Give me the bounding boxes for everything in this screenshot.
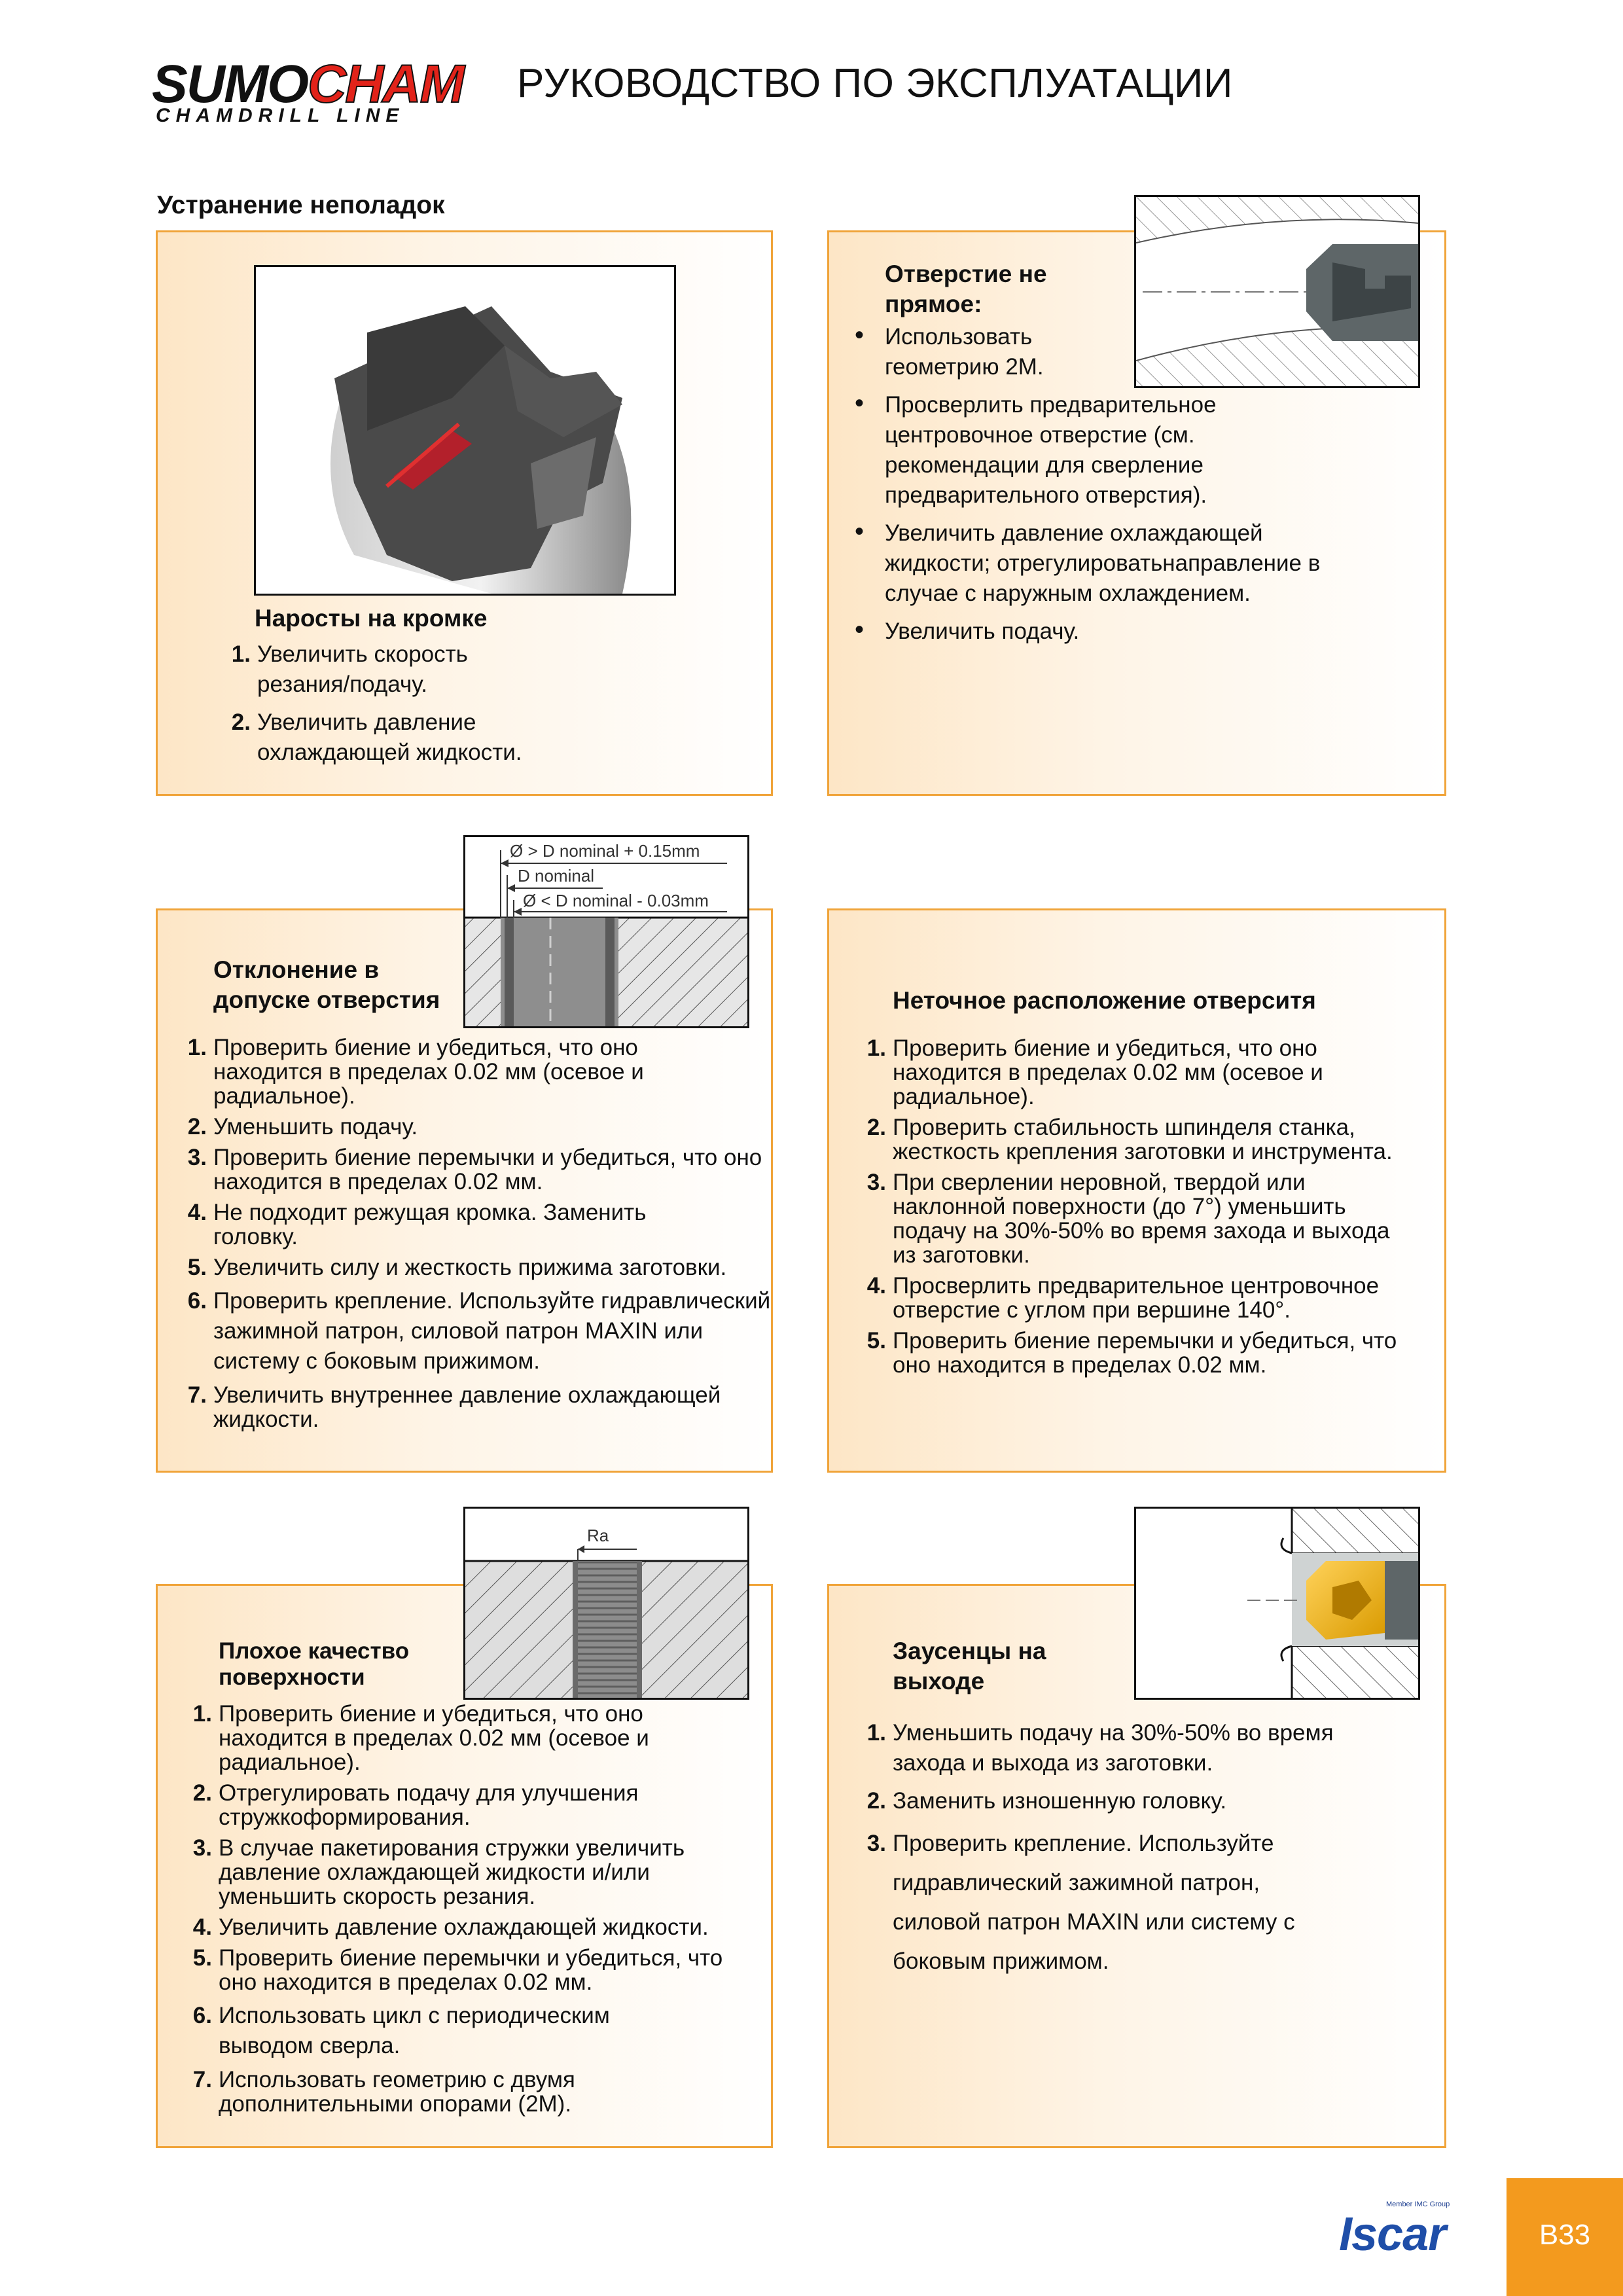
section-title: Устранение неполадок xyxy=(157,191,445,219)
list-item: 1. Проверить биение и убедиться, что оно находится в пределах 0.02 мм (осевое и радиальное). xyxy=(866,1035,1323,1109)
item-list xyxy=(860,1036,1436,1384)
box-title: Неточное расположение отверситя xyxy=(893,987,1316,1014)
tolerance-label-lower: Ø < D nominal - 0.03mm xyxy=(523,891,709,910)
list-item: 2. Заменить изношенную головку. xyxy=(866,1788,1227,1814)
item-list xyxy=(224,639,565,776)
box-title: Отклонение в допуске отверстия xyxy=(213,956,440,1013)
logo-subtitle: CHAMDRILL LINE xyxy=(156,105,405,126)
list-item: 3. В случае пакетирования стружки увеличить давление охлаждающей жидкости и/или уменьшить скорость резания. xyxy=(192,1835,685,1909)
list-item: 6. Использовать цикл с периодическим выводом сверла. xyxy=(192,2003,610,2058)
list-item: 2. Отрегулировать подачу для улучшения стружкоформирования. xyxy=(192,1780,639,1830)
list-item: 3. Проверить биение перемычки и убедиться, что оно находится в пределах 0.02 мм. xyxy=(187,1145,762,1194)
list-item: • Увеличить подачу. xyxy=(855,615,1080,644)
surface-roughness-diagram xyxy=(463,1507,749,1700)
list-item: 4. Просверлить предварительное центровочное отверстие с углом при вершине 140°. xyxy=(866,1273,1380,1323)
list-item: 3. Проверить крепление. Используйте гидравлический зажимной патрон, силовой патрон MAXIN или систему с боковым прижимом. xyxy=(866,1831,1295,1974)
surface-roughness-icon xyxy=(465,1509,747,1698)
list-item: 1. Проверить биение и убедиться, что оно находится в пределах 0.02 мм (осевое и радиальное). xyxy=(187,1035,644,1109)
brand-name: Iscar xyxy=(1339,2208,1446,2261)
list-item: 5. Проверить биение перемычки и убедиться, что оно находится в пределах 0.02 мм. xyxy=(192,1945,723,1995)
brand-tagline: Member IMC Group xyxy=(1386,2200,1450,2208)
document-title: РУКОВОДСТВО ПО ЭКСПЛУАТАЦИИ xyxy=(517,61,1233,106)
page-number-tab xyxy=(1507,2178,1623,2296)
list-item: 6. Проверить крепление. Используйте гидравлический зажимной патрон, силовой патрон MAXIN или систему с боковым прижимом. xyxy=(187,1288,771,1374)
list-item: 2. Уменьшить подачу. xyxy=(187,1114,418,1139)
list-item: • Увеличить давление охлаждающей жидкости; отрегулироватьнаправление в случае с наружным охлаждением. xyxy=(855,517,1321,606)
list-item: 1. Увеличить скорость резания/подачу. xyxy=(231,641,468,697)
item-list xyxy=(186,1702,762,2123)
iscar-logo xyxy=(1334,2199,1471,2265)
box-title: Отверстие не прямое: xyxy=(885,260,1047,317)
list-item: 4. Не подходит режущая кромка. Заменить головку. xyxy=(187,1200,647,1249)
tolerance-label-upper: Ø > D nominal + 0.15mm xyxy=(510,841,700,861)
item-list xyxy=(860,1718,1436,1989)
list-item: • Использовать геометрию 2M. xyxy=(855,321,1044,380)
list-item: 5. Увеличить силу и жесткость прижима заготовки. xyxy=(187,1255,727,1280)
list-item: 7. Увеличить внутреннее давление охлаждающей жидкости. xyxy=(187,1382,721,1432)
item-list xyxy=(181,1035,771,1438)
ra-label: Ra xyxy=(587,1526,609,1545)
exit-burr-icon xyxy=(1136,1509,1418,1698)
list-item: 5. Проверить биение перемычки и убедиться, что оно находится в пределах 0.02 мм. xyxy=(866,1328,1397,1378)
list-item: 7. Использовать геометрию с двумя дополнительными опорами (2M). xyxy=(192,2067,575,2117)
drill-head-icon xyxy=(256,267,674,594)
box-title: Наросты на кромке xyxy=(255,605,488,632)
list-item: 1. Проверить биение и убедиться, что оно находится в пределах 0.02 мм (осевое и радиальное). xyxy=(192,1701,649,1775)
drill-head-photo xyxy=(254,265,676,596)
box-title: Плохое качество поверхности xyxy=(219,1638,410,1690)
curved-hole-diagram xyxy=(1134,195,1420,388)
sumocham-logo xyxy=(152,54,492,130)
exit-burr-diagram xyxy=(1134,1507,1420,1700)
logo-main-text: SUMO xyxy=(152,54,308,114)
tolerance-icon xyxy=(465,837,747,1026)
box-built-up-edge xyxy=(156,230,773,796)
logo-accent-text: CHAM xyxy=(308,54,463,114)
list-item: 3. При сверлении неровной, твердой или наклонной поверхности (до 7°) уменьшить подачу на 30%-50% во время захода и выхода из заготовки. xyxy=(866,1170,1390,1268)
box-title: Заусенцы на выходе xyxy=(893,1638,1046,1695)
tolerance-label-nominal: D nominal xyxy=(518,866,595,886)
list-item: 2. Увеличить давление охлаждающей жидкости. xyxy=(231,709,522,765)
list-item: 4. Увеличить давление охлаждающей жидкости. xyxy=(192,1914,709,1940)
tolerance-diagram xyxy=(463,835,749,1028)
list-item: • Просверлить предварительное центровочное отверстие (см. рекомендации для сверление предварительного отверстия). xyxy=(855,389,1217,508)
page-number: B33 xyxy=(1539,2219,1591,2251)
curved-hole-icon xyxy=(1136,197,1418,386)
list-item: 2. Проверить стабильность шпинделя станка, жесткость крепления заготовки и инструмента. xyxy=(866,1115,1393,1164)
list-item: 1. Уменьшить подачу на 30%-50% во время захода и выхода из заготовки. xyxy=(866,1720,1334,1776)
